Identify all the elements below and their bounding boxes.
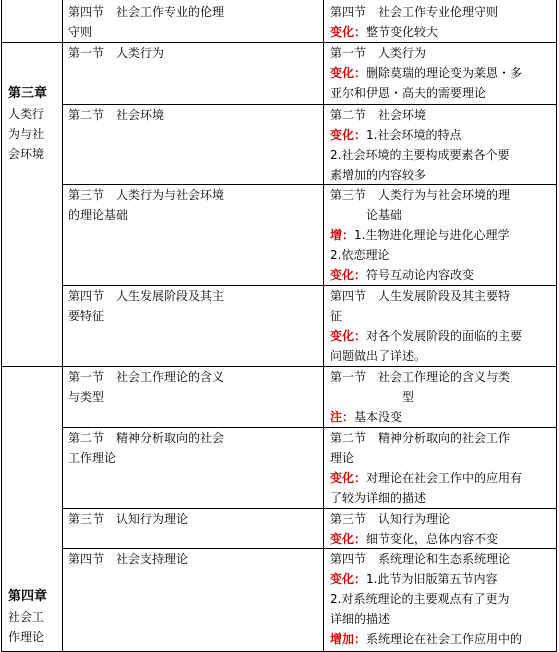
note-text: 2.对系统理论的主要观点有了更为	[330, 592, 510, 606]
note-text: 符号互动论内容改变	[366, 268, 475, 282]
old-section-line: 第三节 人类行为与社会环境	[68, 188, 225, 202]
note-text: 细节变化，总体内容不变	[366, 532, 499, 546]
note-label: 增加：	[330, 632, 367, 646]
old-section-line: 工作理论	[68, 451, 117, 465]
chapter-3-cell	[8, 84, 47, 164]
column-divider-2	[323, 0, 324, 652]
new-section-cell	[330, 105, 509, 185]
note-label: 注：	[330, 410, 355, 424]
chapter-name-line: 为与社	[8, 127, 45, 141]
old-section-line: 第四节 社会工作专业的伦理	[68, 5, 225, 19]
old-section-line: 第二节 社会环境	[68, 108, 165, 122]
old-section-line: 守则	[68, 25, 93, 39]
new-section-title: 第三节 人类行为与社会环境的理	[330, 188, 511, 202]
new-section-title: 第三节 认知行为理论	[330, 512, 451, 526]
old-section-line: 第四节 人生发展阶段及其主	[68, 289, 225, 303]
change-note	[330, 225, 510, 245]
column-divider-1	[62, 0, 63, 652]
table-border-right	[556, 0, 557, 652]
old-section-cell	[68, 367, 224, 407]
note-text: 2.依恋理论	[330, 248, 390, 262]
new-section-cell	[330, 509, 498, 549]
change-note	[330, 63, 522, 83]
chapter-name-line: 人类行	[8, 107, 45, 121]
note-text: 系统理论在社会工作应用中的	[366, 632, 523, 646]
change-note	[330, 407, 510, 427]
note-text: 2.社会环境的主要构成要素各个要	[330, 148, 510, 162]
note-text: 了较为详细的描述	[330, 491, 427, 505]
change-note	[330, 629, 522, 649]
new-section-title: 理论	[330, 451, 355, 465]
new-section-title: 论基础	[330, 208, 403, 222]
old-section-line: 第一节 人类行为	[68, 46, 165, 60]
old-section-line: 要特征	[68, 309, 105, 323]
note-text: 对理论在社会工作中的应用有	[366, 471, 523, 485]
change-note	[330, 245, 510, 265]
new-section-cell	[330, 286, 522, 366]
old-section-cell	[68, 185, 224, 225]
note-text: 1.此节为旧版第五节内容	[366, 572, 498, 586]
new-section-cell	[330, 549, 522, 649]
note-label: 变化：	[330, 572, 367, 586]
new-section-title: 征	[330, 309, 343, 323]
note-text: 删除莫瑞的理论变为莱恩・多	[366, 66, 523, 80]
note-text: 亚尔和伊恩・高夫的需要理论	[330, 86, 487, 100]
new-section-title: 第四节 系统理论和生态系统理论	[330, 552, 511, 566]
note-label: 增：	[330, 228, 355, 242]
new-section-cell	[330, 367, 510, 427]
new-section-cell	[330, 185, 510, 285]
note-label: 变化：	[330, 329, 367, 343]
new-section-title: 型	[330, 390, 415, 404]
change-note	[330, 125, 509, 145]
change-note	[330, 488, 522, 508]
note-label: 变化：	[330, 532, 367, 546]
note-text: 1.社会环境的特点	[366, 128, 462, 142]
new-section-title: 第四节 人生发展阶段及其主要特	[330, 289, 511, 303]
new-section-title: 第四节 社会工作专业伦理守则	[330, 5, 499, 19]
note-label: 变化：	[330, 471, 367, 485]
old-section-line: 与类型	[68, 390, 105, 404]
change-note	[330, 569, 522, 589]
old-section-cell	[68, 105, 164, 125]
chapter-name-line: 社会工	[8, 610, 45, 624]
note-text: 对各个发展阶段的面临的主要	[366, 329, 523, 343]
new-section-title: 第二节 社会环境	[330, 108, 427, 122]
old-section-cell	[68, 549, 188, 569]
note-text: 1.生物进化理论与进化心理学	[354, 228, 510, 242]
note-text: 详细的描述	[330, 612, 391, 626]
old-section-line: 第二节 精神分析取向的社会	[68, 431, 225, 445]
change-note	[330, 145, 509, 165]
new-section-title: 第一节 人类行为	[330, 46, 427, 60]
chapter-title: 第四章	[8, 589, 48, 604]
old-section-cell	[68, 286, 224, 326]
note-text: 问题做出了详述。	[330, 349, 427, 363]
old-section-line: 第三节 认知行为理论	[68, 512, 189, 526]
note-label: 变化：	[330, 268, 367, 282]
change-note	[330, 609, 522, 629]
change-note	[330, 265, 510, 285]
new-section-cell	[330, 2, 498, 42]
change-note	[330, 22, 498, 42]
note-text: 整节变化较大	[366, 25, 439, 39]
new-section-cell	[330, 43, 522, 103]
chapter-4-cell	[8, 587, 47, 647]
old-section-title	[68, 2, 224, 42]
note-label: 变化：	[330, 66, 367, 80]
chapter-name-line: 会环境	[8, 147, 45, 161]
old-section-cell	[68, 509, 188, 529]
chapter-name-line: 作理论	[8, 630, 45, 644]
change-note	[330, 589, 522, 609]
new-section-title: 第一节 社会工作理论的含义与类	[330, 370, 511, 384]
old-section-line: 的理论基础	[68, 208, 129, 222]
change-note	[330, 346, 522, 366]
table-border-left	[1, 0, 2, 652]
old-section-line: 第四节 社会支持理论	[68, 552, 189, 566]
change-note	[330, 326, 522, 346]
new-section-title: 第二节 精神分析取向的社会工作	[330, 431, 511, 445]
change-note	[330, 468, 522, 488]
note-text: 素增加的内容较多	[330, 168, 427, 182]
change-note	[330, 83, 522, 103]
old-section-cell	[68, 43, 164, 63]
note-label: 变化：	[330, 25, 367, 39]
chapter-title: 第三章	[8, 86, 48, 101]
note-text: 基本没变	[354, 410, 403, 424]
old-section-line: 第一节 社会工作理论的含义	[68, 370, 225, 384]
change-note	[330, 529, 498, 549]
new-section-cell	[330, 428, 522, 508]
old-section-cell	[68, 428, 224, 468]
change-note	[330, 165, 509, 185]
note-label: 变化：	[330, 128, 367, 142]
